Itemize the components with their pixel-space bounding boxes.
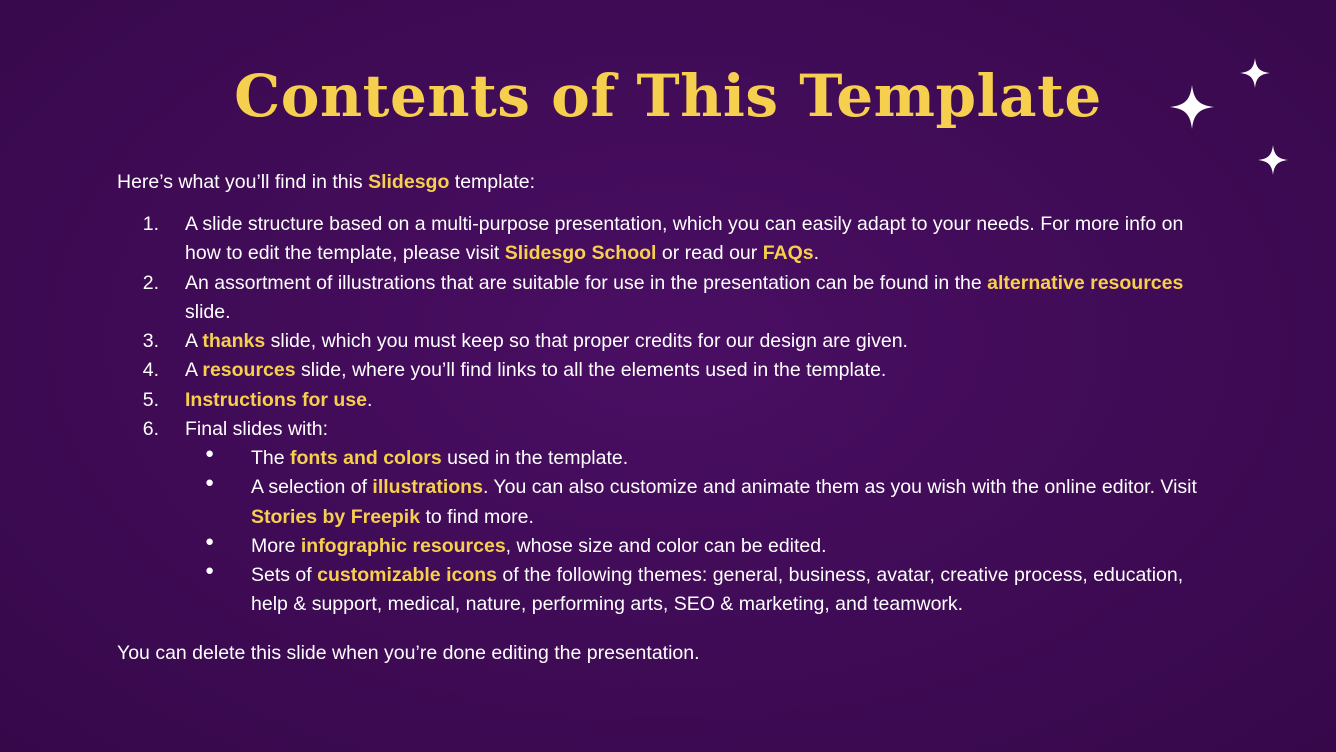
list-item-4-segment-1: resources xyxy=(202,359,296,382)
contents-body xyxy=(117,210,1222,620)
intro-text-before: Here’s what you’ll find in this xyxy=(117,171,369,193)
outro-paragraph: You can delete this slide when you’re done editing the presentation. xyxy=(117,642,700,664)
list-item-3-segment-1: thanks xyxy=(202,330,266,352)
sub-item-4-segment-1: customizable icons xyxy=(317,564,498,586)
list-item-1-segment-4: . xyxy=(813,242,820,265)
sub-item-2-segment-4: to find more. xyxy=(420,505,534,528)
sub-item-3-segment-0: More xyxy=(251,534,301,557)
list-item xyxy=(117,327,1222,356)
list-item xyxy=(117,386,1222,415)
list-item-1-segment-2: or read our xyxy=(656,242,763,265)
list-item-2-segment-1: alternative resources xyxy=(987,271,1184,294)
sub-list xyxy=(185,444,1222,620)
list-item-text xyxy=(185,272,1183,323)
list-item-text xyxy=(185,330,908,352)
intro-highlight: Slidesgo xyxy=(368,171,450,193)
sub-item-3-segment-2: , whose size and color can be edited. xyxy=(505,534,827,557)
sub-list-item xyxy=(185,532,1222,561)
sub-item-2-segment-0: A selection of xyxy=(251,476,373,499)
sub-item-2-segment-2: . You can also customize and animate them as you wish with the online editor. Visit xyxy=(482,476,1197,499)
list-item-text xyxy=(185,359,886,381)
list-item-5-segment-1: . xyxy=(367,388,373,411)
sub-item-1-segment-0: The xyxy=(251,447,291,469)
list-item-4-segment-2: slide, where you’ll find links to all the elements used in the template. xyxy=(295,359,887,382)
list-item-text xyxy=(185,418,328,440)
contents-list xyxy=(117,210,1222,620)
list-item-text xyxy=(185,389,372,411)
list-item xyxy=(117,356,1222,385)
intro-paragraph xyxy=(117,168,1237,196)
list-item-1-segment-3: FAQs xyxy=(762,242,814,265)
list-item-text xyxy=(185,213,1183,264)
list-item xyxy=(117,415,1222,620)
sub-item-2-segment-3: Stories by Freepik xyxy=(251,505,421,528)
sub-item-3-segment-1: infographic resources xyxy=(300,534,506,557)
sub-item-1-segment-2: used in the template. xyxy=(441,447,629,469)
list-item-6-segment-0: Final slides with: xyxy=(185,417,329,440)
list-item xyxy=(117,210,1222,269)
intro-text-after: template: xyxy=(449,171,536,193)
sub-item-2-segment-1: illustrations xyxy=(372,476,483,499)
list-item-1-segment-0: A slide structure based on a multi-purpose presentation, which you can easily adapt to your needs. For more info on how to edit the template, please visit xyxy=(185,213,1184,265)
list-item xyxy=(117,269,1222,328)
page-title: Contents of This Template xyxy=(234,62,1102,130)
list-item-2-segment-2: slide. xyxy=(185,300,231,323)
list-item-4-segment-0: A xyxy=(185,359,203,382)
list-item-3-segment-0: A xyxy=(185,330,203,352)
sparkle-icon-small-bottom xyxy=(1258,145,1288,175)
list-item-1-segment-1: Slidesgo School xyxy=(504,242,657,265)
sub-item-1-segment-1: fonts and colors xyxy=(290,447,442,469)
list-item-2-segment-0: An assortment of illustrations that are suitable for use in the presentation can be found in the xyxy=(185,271,988,294)
sub-item-4-segment-0: Sets of xyxy=(251,564,318,586)
sub-item-4-segment-2: of the following themes: general, business, avatar, creative process, education, help & support, medical, nature, performing arts, SEO & marketing, and teamwork. xyxy=(251,564,1184,616)
sub-list-item xyxy=(185,444,1222,473)
sub-list-item xyxy=(185,473,1222,532)
list-item-3-segment-2: slide, which you must keep so that proper credits for our design are given. xyxy=(265,330,908,352)
list-item-5-segment-0: Instructions for use xyxy=(185,388,368,411)
sub-list-item xyxy=(185,561,1222,620)
